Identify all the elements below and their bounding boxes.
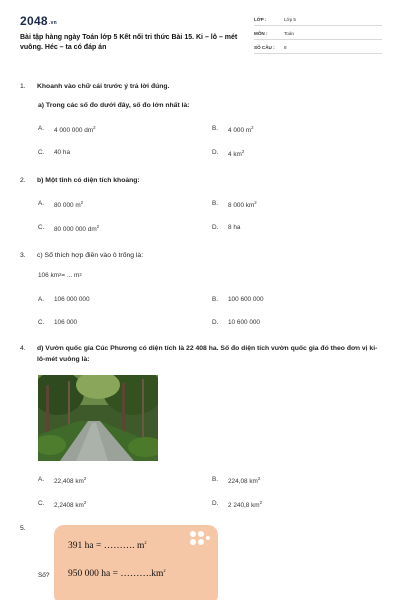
option-value: 2,2408 $km^2$: [54, 500, 87, 510]
option-letter: C.: [38, 149, 45, 156]
question-text: c) Số thích hợp điền vào ô trống là:: [37, 252, 144, 259]
meta-row-subject: [254, 28, 382, 40]
option-value: 40 ha: [54, 149, 70, 156]
decoration-dots-icon: [188, 529, 210, 551]
meta-value: Lớp 5: [284, 17, 296, 22]
meta-label: LỚP :: [254, 17, 267, 22]
option-letter: C.: [38, 319, 45, 326]
option-letter: D.: [212, 224, 219, 231]
question-number: 1.: [20, 83, 26, 90]
answer-option-a[interactable]: [38, 200, 83, 209]
answer-option-a[interactable]: [38, 476, 86, 485]
meta-value: Toán: [284, 31, 294, 36]
forest-road-photo: [38, 375, 158, 461]
blank-field[interactable]: ……….: [120, 569, 152, 580]
option-letter: D.: [212, 500, 219, 507]
option-letter: C.: [38, 500, 45, 507]
fill-line-1: 391 ha = ………. $m^2$: [68, 540, 147, 552]
meta-table: [254, 14, 382, 56]
blank-field[interactable]: ……….: [103, 541, 135, 552]
answer-option-d[interactable]: [212, 224, 240, 231]
answer-option-a[interactable]: [38, 125, 96, 134]
meta-value: 8: [284, 45, 287, 50]
meta-row-count: [254, 42, 382, 54]
question-number: 3.: [20, 252, 26, 259]
question-number: 2.: [20, 177, 26, 184]
option-letter: A.: [38, 296, 45, 303]
answer-option-a[interactable]: [38, 296, 90, 303]
option-letter: A.: [38, 125, 45, 132]
question-number: 5.: [20, 525, 26, 532]
answer-option-d[interactable]: [212, 319, 260, 326]
option-value: 4 000 000 $dm^2$: [54, 125, 96, 135]
question-expression: 106 km 2 = ... m 2: [38, 272, 82, 279]
question-number: 4.: [20, 345, 26, 352]
answer-option-b[interactable]: [212, 296, 264, 303]
option-value: 22,408 $km^2$: [54, 476, 87, 486]
logo-suffix: .vn: [48, 20, 58, 26]
meta-label: MÔN :: [254, 31, 268, 36]
question-5-label: Số?: [38, 572, 50, 579]
option-value: 10 600 000: [228, 319, 260, 326]
question-text: Khoanh vào chữ cái trước ý trả lời đúng.: [37, 83, 170, 90]
option-value: 8 000 $km^2$: [228, 200, 257, 210]
meta-row-class: [254, 14, 382, 26]
option-letter: D.: [212, 319, 219, 326]
answer-option-c[interactable]: [38, 319, 77, 326]
option-letter: B.: [212, 296, 219, 303]
answer-option-b[interactable]: [212, 200, 257, 209]
option-value: 100 600 000: [228, 296, 264, 303]
answer-option-b[interactable]: [212, 476, 260, 485]
option-value: 224,08 $km^2$: [228, 476, 261, 486]
option-value: 4 $km^2$: [228, 149, 245, 159]
document-header: [20, 14, 382, 56]
option-letter: B.: [212, 476, 219, 483]
answer-option-c[interactable]: [38, 224, 99, 233]
site-logo[interactable]: [20, 14, 57, 28]
answer-option-d[interactable]: [212, 149, 244, 158]
option-letter: A.: [38, 476, 45, 483]
question-1: [20, 83, 169, 90]
answer-option-c[interactable]: [38, 500, 86, 509]
option-value: 106 000: [54, 319, 78, 326]
option-value: 80 000 $m^2$: [54, 200, 84, 210]
fill-line-2: 950 000 ha = $\dots\dots\dots.km^2$: [68, 568, 166, 580]
option-value: 4 000 $m^2$: [228, 125, 254, 135]
option-letter: C.: [38, 224, 45, 231]
option-value: 106 000 000: [54, 296, 90, 303]
sub-question-a: a) Trong các số đo dưới đây, số đo lớn nhất là:: [38, 102, 190, 109]
option-value: 2 240,8 $km^2$: [228, 500, 263, 510]
option-letter: A.: [38, 200, 45, 207]
option-letter: B.: [212, 125, 219, 132]
answer-option-c[interactable]: [38, 149, 70, 156]
logo-text: 2048: [20, 14, 48, 28]
exercise-card: [54, 525, 218, 600]
question-2: [20, 177, 140, 184]
option-value: 80 000 000 $dm^2$: [54, 224, 100, 234]
option-letter: D.: [212, 149, 219, 156]
question-3: [20, 252, 143, 259]
meta-label: SỐ CÂU :: [254, 45, 275, 50]
question-5: [20, 525, 37, 532]
answer-option-d[interactable]: [212, 500, 262, 509]
question-text: d) Vườn quốc gia Cúc Phương có diện tích là 22 408 ha. Số đo diện tích vườn quốc gia đó theo đơn vị ki-lô-mét vuông là:: [37, 345, 378, 363]
document-title: Bài tập hàng ngày Toán lớp 5 Kết nối tri thức Bài 15. Ki – lô – mét vuông. Héc – ta có đáp án: [20, 34, 238, 51]
option-value: 8 ha: [228, 224, 241, 231]
answer-option-b[interactable]: [212, 125, 254, 134]
option-letter: B.: [212, 200, 219, 207]
forest-road-image: [38, 375, 158, 461]
question-text: b) Một tỉnh có diện tích khoảng:: [37, 177, 140, 184]
question-4: [20, 344, 382, 365]
